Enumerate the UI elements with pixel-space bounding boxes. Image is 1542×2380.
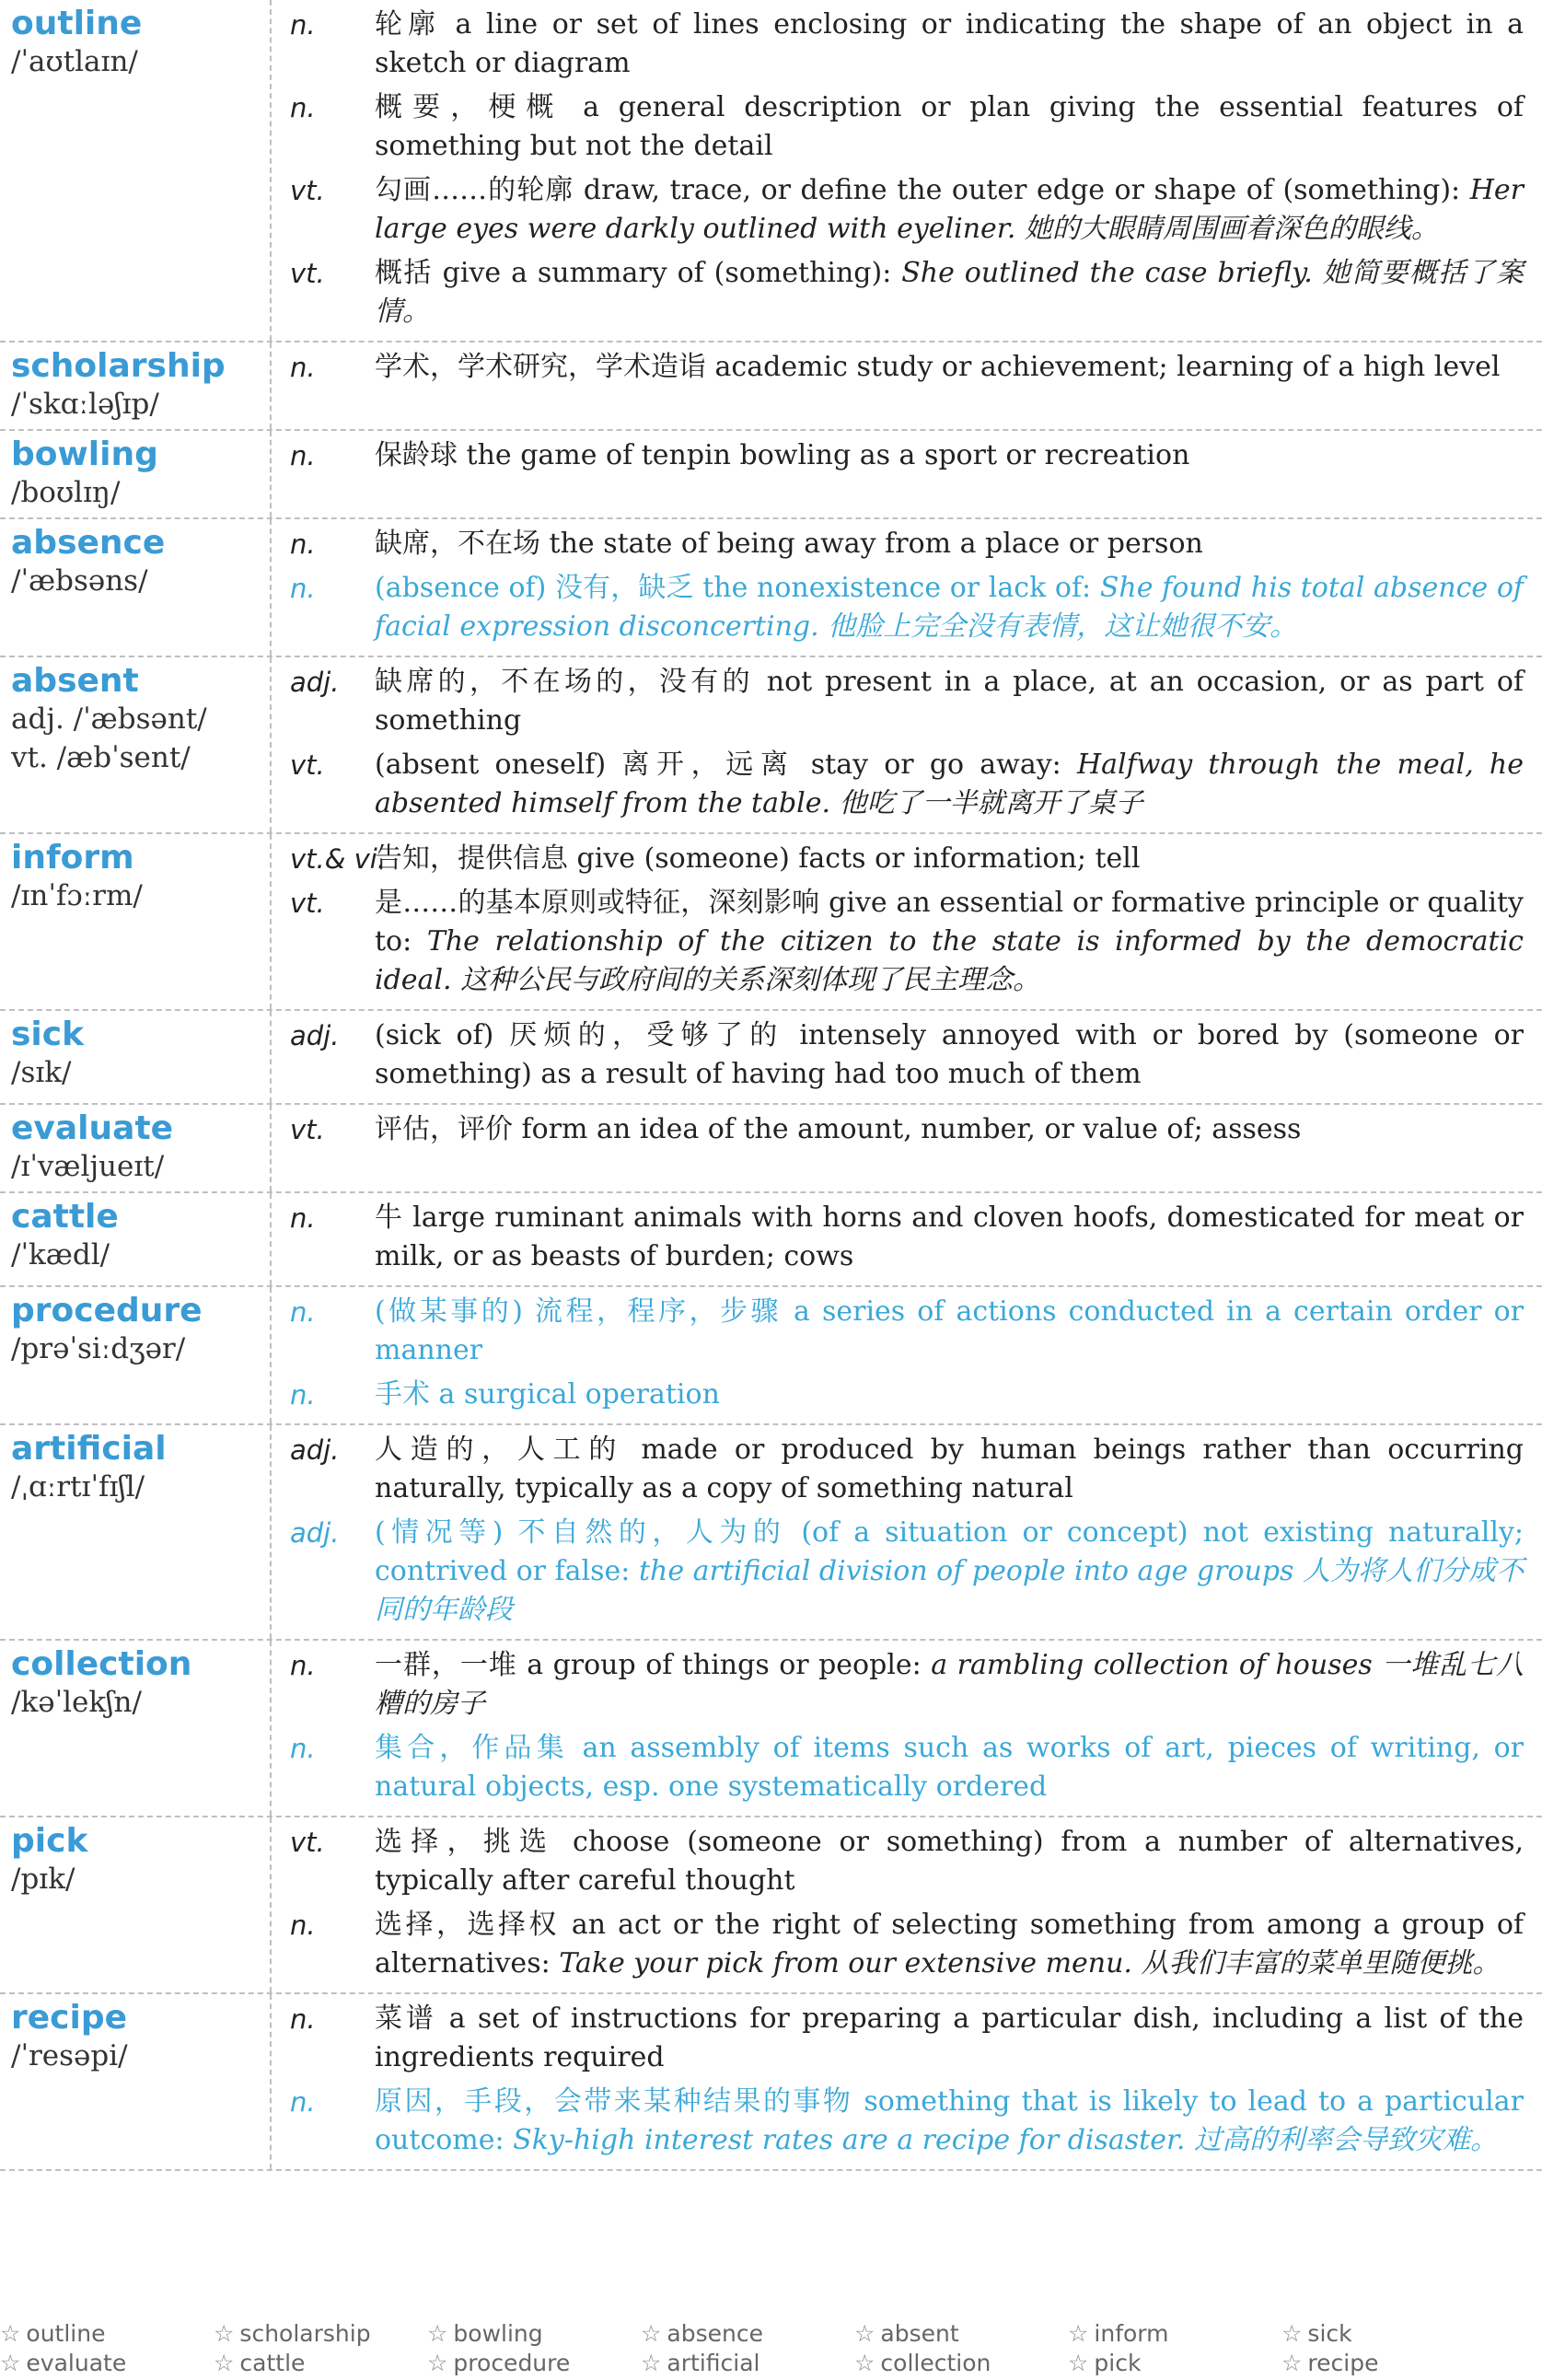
star-icon: ☆ bbox=[1281, 2320, 1303, 2347]
definition-text: 人造的，人工的 made or produced by human beings rather than occurring naturally, typically as a copy of something natural bbox=[375, 1434, 1524, 1504]
sense bbox=[272, 1293, 1542, 1370]
entry-sick bbox=[0, 1011, 1542, 1105]
part-of-speech: n. bbox=[290, 1650, 316, 1681]
definition bbox=[375, 525, 1542, 563]
sense bbox=[272, 525, 1542, 563]
star-icon: ☆ bbox=[427, 2320, 448, 2347]
star-icon: ☆ bbox=[1281, 2350, 1303, 2376]
headword: evaluate bbox=[11, 1109, 174, 1147]
entry-procedure bbox=[0, 1287, 1542, 1425]
definitions-cell bbox=[272, 1994, 1542, 2169]
star-icon: ☆ bbox=[427, 2350, 448, 2376]
word-index-footer bbox=[0, 2311, 1542, 2380]
sense bbox=[272, 746, 1542, 823]
definitions-cell bbox=[272, 519, 1542, 656]
phonetic: adj. /ˈæbsənt/ bbox=[11, 702, 207, 736]
definition-text: 菜谱 a set of instructions for preparing a particular dish, including a list of the ingredients required bbox=[375, 2003, 1524, 2073]
phonetic: /kəˈlekʃn/ bbox=[11, 1686, 142, 1719]
definition bbox=[375, 6, 1542, 83]
index-label: bowling bbox=[453, 2320, 543, 2347]
entry-artificial bbox=[0, 1425, 1542, 1641]
part-of-speech: n. bbox=[290, 573, 316, 604]
definition-text: 保龄球 the game of tenpin bowling as a sport or recreation bbox=[375, 439, 1190, 471]
star-icon: ☆ bbox=[0, 2350, 21, 2376]
definition-text: 轮廓 a line or set of lines enclosing or indicating the shape of an object in a sketch or diagram bbox=[375, 8, 1524, 79]
headword-cell bbox=[0, 431, 272, 517]
index-item-recipe[interactable] bbox=[1281, 2350, 1378, 2376]
definition bbox=[375, 1016, 1542, 1094]
definitions-cell bbox=[272, 431, 1542, 517]
headword: outline bbox=[11, 5, 143, 42]
definitions-cell bbox=[272, 1193, 1542, 1285]
headword: scholarship bbox=[11, 347, 226, 385]
headword-cell bbox=[0, 1817, 272, 1992]
phonetic: /ˌɑːrtɪˈfɪʃl/ bbox=[11, 1470, 145, 1503]
headword-cell bbox=[0, 1425, 272, 1639]
index-item-procedure[interactable] bbox=[427, 2350, 570, 2376]
sense bbox=[272, 348, 1542, 387]
index-item-collection[interactable] bbox=[854, 2350, 991, 2376]
example-sentence: The relationship of the citizen to the state is informed by the democratic ideal. 这种公民与政府间的关系深刻体现了民主理念。 bbox=[375, 925, 1524, 996]
phonetic: /ɪˈvæljueɪt/ bbox=[11, 1150, 165, 1183]
phonetic: /ɪnˈfɔːrm/ bbox=[11, 879, 143, 912]
index-label: inform bbox=[1094, 2320, 1169, 2347]
sense bbox=[272, 1199, 1542, 1276]
part-of-speech: n. bbox=[290, 1910, 316, 1941]
headword: inform bbox=[11, 839, 134, 877]
sense bbox=[272, 88, 1542, 166]
sense bbox=[272, 171, 1542, 249]
definition-text: 是……的基本原则或特征，深刻影响 give an essential or formative principle or quality to: bbox=[375, 887, 1524, 958]
headword: recipe bbox=[11, 1999, 128, 2037]
index-item-outline[interactable] bbox=[0, 2320, 105, 2347]
headword: artificial bbox=[11, 1430, 167, 1468]
headword: procedure bbox=[11, 1292, 203, 1329]
entry-cattle bbox=[0, 1193, 1542, 1287]
sense bbox=[272, 1729, 1542, 1806]
sense bbox=[272, 6, 1542, 83]
index-item-inform[interactable] bbox=[1068, 2320, 1169, 2347]
headword: pick bbox=[11, 1822, 88, 1860]
headword-cell bbox=[0, 342, 272, 429]
definition-text: 选择，挑选 choose (someone or something) from a number of alternatives, typically after careful thought bbox=[375, 1826, 1524, 1897]
part-of-speech: n. bbox=[290, 1296, 316, 1328]
definition-text: (做某事的) 流程，程序，步骤 a series of actions conducted in a certain order or manner bbox=[375, 1295, 1524, 1366]
index-label: sick bbox=[1307, 2320, 1352, 2347]
star-icon: ☆ bbox=[641, 2320, 662, 2347]
example-sentence: a rambling collection of houses 一堆乱七八糟的房子 bbox=[375, 1649, 1524, 1720]
definition-text: 概要，梗概 a general description or plan giving the essential features of something but not the detail bbox=[375, 91, 1524, 162]
definition bbox=[375, 88, 1542, 166]
part-of-speech: n. bbox=[290, 92, 316, 123]
part-of-speech: adj. bbox=[290, 1517, 340, 1549]
part-of-speech: n. bbox=[290, 1202, 316, 1234]
definition-text: (情况等) 不自然的，人为的 (of a situation or concept) not existing naturally; contrived or false: bbox=[375, 1516, 1524, 1587]
star-icon: ☆ bbox=[641, 2350, 662, 2376]
example-sentence: Halfway through the meal, he absented himself from the table. 他吃了一半就离开了桌子 bbox=[375, 749, 1524, 819]
headword: collection bbox=[11, 1645, 192, 1683]
index-label: collection bbox=[880, 2350, 991, 2376]
definition bbox=[375, 254, 1542, 331]
sense bbox=[272, 1906, 1542, 1983]
definition bbox=[375, 1431, 1542, 1508]
index-item-sick[interactable] bbox=[1281, 2320, 1352, 2347]
index-item-pick[interactable] bbox=[1068, 2350, 1141, 2376]
index-label: evaluate bbox=[26, 2350, 127, 2376]
index-item-bowling[interactable] bbox=[427, 2320, 543, 2347]
index-label: artificial bbox=[667, 2350, 760, 2376]
example-sentence: Take your pick from our extensive menu. 从我们丰富的菜单里随便挑。 bbox=[559, 1947, 1501, 1979]
headword-cell bbox=[0, 657, 272, 832]
definition bbox=[375, 1110, 1542, 1149]
definition-text: 原因，手段，会带来某种结果的事物 something that is likely to lead to a particular outcome: bbox=[375, 2085, 1524, 2156]
star-icon: ☆ bbox=[854, 2320, 875, 2347]
headword-cell bbox=[0, 1994, 272, 2169]
sense bbox=[272, 1110, 1542, 1149]
index-item-absence[interactable] bbox=[641, 2320, 763, 2347]
definition-text: 手术 a surgical operation bbox=[375, 1378, 720, 1411]
part-of-speech: vt.& vi. bbox=[290, 843, 387, 875]
definition-text: 选择，选择权 an act or the right of selecting something from among a group of alternatives: bbox=[375, 1909, 1524, 1979]
phonetic: vt. /æbˈsent/ bbox=[11, 741, 191, 774]
example-sentence: She outlined the case briefly. 她简要概括了案情。 bbox=[375, 257, 1524, 328]
definition bbox=[375, 171, 1542, 249]
sense bbox=[272, 1376, 1542, 1414]
definition bbox=[375, 1823, 1542, 1900]
part-of-speech: n. bbox=[290, 9, 316, 41]
index-item-cattle[interactable] bbox=[214, 2350, 305, 2376]
definition bbox=[375, 436, 1542, 475]
headword-cell bbox=[0, 1193, 272, 1285]
definition bbox=[375, 1729, 1542, 1806]
sense bbox=[272, 840, 1542, 878]
sense bbox=[272, 663, 1542, 740]
definition-text: 集合，作品集 an assembly of items such as works of art, pieces of writing, or natural objects, esp. one systematically ordered bbox=[375, 1732, 1524, 1803]
entry-inform bbox=[0, 834, 1542, 1011]
example-sentence: She found his total absence of facial expression disconcerting. 他脸上完全没有表情，这让她很不安。 bbox=[375, 572, 1524, 643]
definition-text: 告知，提供信息 give (someone) facts or information; tell bbox=[375, 842, 1141, 875]
sense bbox=[272, 1514, 1542, 1630]
entry-absent bbox=[0, 657, 1542, 834]
part-of-speech: vt. bbox=[290, 1827, 325, 1858]
index-label: absent bbox=[880, 2320, 959, 2347]
definition-text: 牛 large ruminant animals with horns and cloven hoofs, domesticated for meat or milk, or as beasts of burden; cows bbox=[375, 1202, 1524, 1272]
definitions-cell bbox=[272, 342, 1542, 429]
sense bbox=[272, 1431, 1542, 1508]
sense bbox=[272, 2000, 1542, 2077]
definition-text: 概括 give a summary of (something): bbox=[375, 257, 892, 289]
headword-cell bbox=[0, 519, 272, 656]
definition bbox=[375, 1906, 1542, 1983]
part-of-speech: n. bbox=[290, 440, 316, 471]
part-of-speech: adj. bbox=[290, 1020, 340, 1051]
part-of-speech: n. bbox=[290, 528, 316, 560]
sense bbox=[272, 2083, 1542, 2160]
definition-text: 一群，一堆 a group of things or people: bbox=[375, 1649, 922, 1681]
definition bbox=[375, 2083, 1542, 2160]
definition bbox=[375, 1293, 1542, 1370]
definition bbox=[375, 884, 1542, 1000]
sense bbox=[272, 1016, 1542, 1094]
index-label: procedure bbox=[453, 2350, 571, 2376]
index-item-evaluate[interactable] bbox=[0, 2350, 126, 2376]
part-of-speech: vt. bbox=[290, 749, 325, 781]
definition bbox=[375, 1514, 1542, 1630]
example-sentence: Her large eyes were darkly outlined with eyeliner. 她的大眼睛周围画着深色的眼线。 bbox=[375, 174, 1524, 245]
index-item-scholarship[interactable] bbox=[214, 2320, 371, 2347]
definition bbox=[375, 1376, 1542, 1414]
sense bbox=[272, 436, 1542, 475]
definition-text: 勾画……的轮廓 draw, trace, or define the outer edge or shape of (something): bbox=[375, 174, 1461, 206]
index-item-artificial[interactable] bbox=[641, 2350, 759, 2376]
sense bbox=[272, 884, 1542, 1000]
headword: absence bbox=[11, 524, 166, 562]
definition-text: (absent oneself) 离开，远离 stay or go away: bbox=[375, 749, 1061, 781]
part-of-speech: vt. bbox=[290, 888, 325, 919]
headword-cell bbox=[0, 1105, 272, 1191]
headword-cell bbox=[0, 834, 272, 1009]
phonetic: /ˈæbsəns/ bbox=[11, 564, 148, 598]
definitions-cell bbox=[272, 1425, 1542, 1639]
entry-collection bbox=[0, 1641, 1542, 1817]
part-of-speech: vt. bbox=[290, 258, 325, 289]
example-sentence: the artificial division of people into age groups 人为将人们分成不同的年龄段 bbox=[375, 1555, 1524, 1626]
headword: cattle bbox=[11, 1198, 119, 1236]
definitions-cell bbox=[272, 1641, 1542, 1816]
star-icon: ☆ bbox=[1068, 2350, 1089, 2376]
sense bbox=[272, 254, 1542, 331]
entry-recipe bbox=[0, 1994, 1542, 2171]
star-icon: ☆ bbox=[0, 2320, 21, 2347]
star-icon: ☆ bbox=[214, 2320, 235, 2347]
definition bbox=[375, 663, 1542, 740]
headword: absent bbox=[11, 662, 139, 700]
sense bbox=[272, 569, 1542, 646]
phonetic: /ˈresəpi/ bbox=[11, 2039, 128, 2072]
definitions-cell bbox=[272, 1817, 1542, 1992]
star-icon: ☆ bbox=[854, 2350, 875, 2376]
part-of-speech: n. bbox=[290, 352, 316, 383]
definitions-cell bbox=[272, 657, 1542, 832]
definitions-cell bbox=[272, 0, 1542, 341]
phonetic: /ˈaʊtlaɪn/ bbox=[11, 45, 138, 78]
phonetic: /ˈkædl/ bbox=[11, 1238, 110, 1271]
definition-text: 学术，学术研究，学术造诣 academic study or achievement; learning of a high level bbox=[375, 351, 1501, 383]
entry-absence bbox=[0, 519, 1542, 657]
headword-cell bbox=[0, 1287, 272, 1423]
example-sentence: Sky-high interest rates are a recipe for disaster. 过高的利率会导致灾难。 bbox=[513, 2124, 1499, 2156]
headword: bowling bbox=[11, 435, 158, 473]
entry-outline bbox=[0, 0, 1542, 342]
headword-cell bbox=[0, 1641, 272, 1816]
definition bbox=[375, 1199, 1542, 1276]
entry-scholarship bbox=[0, 342, 1542, 431]
phonetic: /sɪk/ bbox=[11, 1056, 72, 1089]
part-of-speech: n. bbox=[290, 1733, 316, 1764]
definition-text: (absence of) 没有，缺乏 the nonexistence or lack of: bbox=[375, 572, 1092, 604]
index-label: recipe bbox=[1307, 2350, 1379, 2376]
index-label: outline bbox=[26, 2320, 106, 2347]
index-item-absent[interactable] bbox=[854, 2320, 959, 2347]
phonetic: /boʊlɪŋ/ bbox=[11, 476, 121, 509]
part-of-speech: adj. bbox=[290, 1434, 340, 1466]
definition-text: 缺席，不在场 the state of being away from a place or person bbox=[375, 528, 1203, 560]
definition bbox=[375, 840, 1542, 878]
entry-pick bbox=[0, 1817, 1542, 1994]
definition bbox=[375, 569, 1542, 646]
phonetic: /pɪk/ bbox=[11, 1863, 75, 1896]
phonetic: /ˈskɑːləʃɪp/ bbox=[11, 388, 159, 421]
sense bbox=[272, 1823, 1542, 1900]
headword: sick bbox=[11, 1016, 85, 1053]
index-label: scholarship bbox=[239, 2320, 371, 2347]
definitions-cell bbox=[272, 1287, 1542, 1423]
part-of-speech: adj. bbox=[290, 667, 340, 698]
definition-text: 缺席的，不在场的，没有的 not present in a place, at an occasion, or as part of something bbox=[375, 666, 1524, 737]
part-of-speech: vt. bbox=[290, 175, 325, 206]
headword-cell bbox=[0, 0, 272, 341]
index-label: absence bbox=[667, 2320, 763, 2347]
headword-cell bbox=[0, 1011, 272, 1103]
definition bbox=[375, 1646, 1542, 1724]
phonetic: /prəˈsiːdʒər/ bbox=[11, 1332, 186, 1365]
definitions-cell bbox=[272, 834, 1542, 1009]
definition-text: (sick of) 厌烦的，受够了的 intensely annoyed with or bored by (someone or something) as a result of having had too much of them bbox=[375, 1019, 1524, 1090]
sense bbox=[272, 1646, 1542, 1724]
index-label: pick bbox=[1094, 2350, 1142, 2376]
definitions-cell bbox=[272, 1105, 1542, 1191]
definition bbox=[375, 348, 1542, 387]
part-of-speech: n. bbox=[290, 2003, 316, 2035]
definition bbox=[375, 2000, 1542, 2077]
star-icon: ☆ bbox=[1068, 2320, 1089, 2347]
definitions-cell bbox=[272, 1011, 1542, 1103]
index-label: cattle bbox=[239, 2350, 306, 2376]
part-of-speech: vt. bbox=[290, 1114, 325, 1145]
part-of-speech: n. bbox=[290, 2086, 316, 2118]
definition-text: 评估，评价 form an idea of the amount, number, or value of; assess bbox=[375, 1113, 1302, 1145]
star-icon: ☆ bbox=[214, 2350, 235, 2376]
entry-evaluate bbox=[0, 1105, 1542, 1193]
part-of-speech: n. bbox=[290, 1379, 316, 1411]
entry-bowling bbox=[0, 431, 1542, 519]
definition bbox=[375, 746, 1542, 823]
